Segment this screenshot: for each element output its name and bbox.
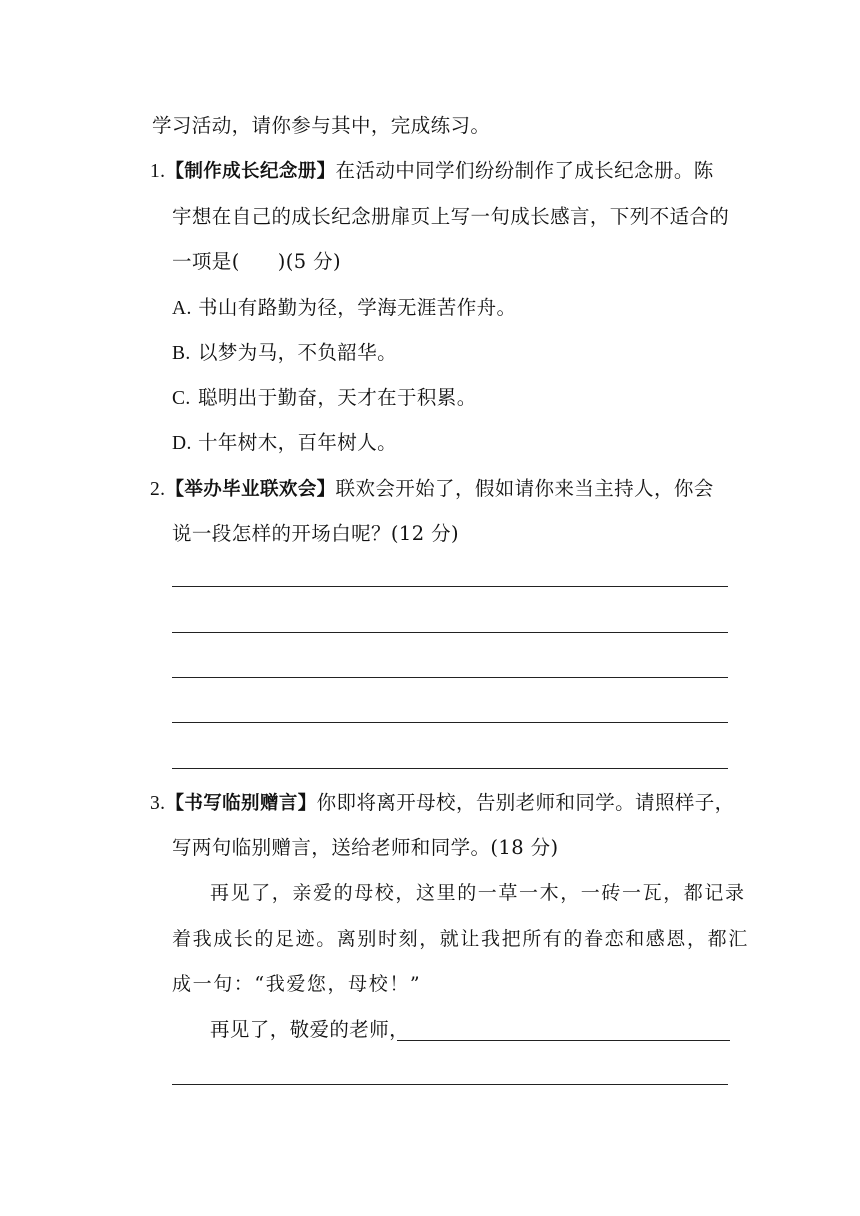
option-letter: B. [172,343,191,364]
q3-stem-part-1: 你即将离开母校，告别老师和同学。请照样子， [316,791,735,814]
q1-stem-part-1: 在活动中同学们纷纷制作了成长纪念册。陈 [335,159,714,182]
q2-answer-line-5[interactable] [172,768,728,769]
q3-answer-line-2[interactable] [172,1084,728,1085]
intro-text: 学习活动，请你参与其中，完成练习。 [152,114,491,137]
q1-stem-part-3: 一项是( [172,250,240,273]
q2-answer-line-1[interactable] [172,586,728,587]
q2-line-2: 说一段怎样的开场白呢？(12 分) [172,522,460,545]
q3-example-line-1: 再见了，亲爱的母校，这里的一草一木，一砖一瓦，都记录 [210,882,746,904]
q1-number: 1. [150,161,166,182]
q2-section-tag: 【举办毕业联欢会】 [165,479,336,500]
q3-answer-prompt: 再见了，敬爱的老师， [210,1018,410,1041]
option-text: 书山有路勤为径，学海无涯苦作舟。 [198,296,517,319]
q2-number: 2. [150,479,166,500]
option-letter: C. [172,388,191,409]
q2-answer-line-4[interactable] [172,722,728,723]
q1-option-c[interactable] [172,384,477,413]
q3-section-tag: 【书写临别赠言】 [165,793,317,814]
q1-line-1 [150,157,714,186]
q2-line-1 [150,475,714,504]
q1-option-d[interactable] [172,429,397,458]
q1-option-b[interactable] [172,339,397,368]
option-letter: D. [172,433,192,454]
q1-line-3 [172,248,341,276]
q1-section-tag: 【制作成长纪念册】 [165,161,336,182]
q2-answer-line-3[interactable] [172,677,728,678]
q3-example-line-2: 着我成长的足迹。离别时刻，就让我把所有的眷恋和感恩，都汇 [172,928,749,950]
q2-answer-line-2[interactable] [172,632,728,633]
q3-number: 3. [150,793,166,814]
option-text: 以梦为马，不负韶华。 [198,341,398,364]
q3-example-line-3: 成一句：“我爱您，母校！” [172,973,422,995]
q1-line-2: 宇想在自己的成长纪念册扉页上写一句成长感言，下列不适合的 [172,205,730,228]
option-letter: A. [172,298,192,319]
q3-line-1 [150,789,735,818]
q3-answer-line-1[interactable] [397,1040,730,1041]
q3-line-2: 写两句临别赠言，送给老师和同学。(18 分) [172,836,559,859]
option-text: 十年树木，百年树人。 [198,431,398,454]
q2-stem-part-1: 联欢会开始了，假如请你来当主持人，你会 [335,477,714,500]
q1-score: )(5 分) [277,250,342,273]
q1-option-a[interactable] [172,294,516,323]
option-text: 聪明出于勤奋，天才在于积累。 [198,386,477,409]
